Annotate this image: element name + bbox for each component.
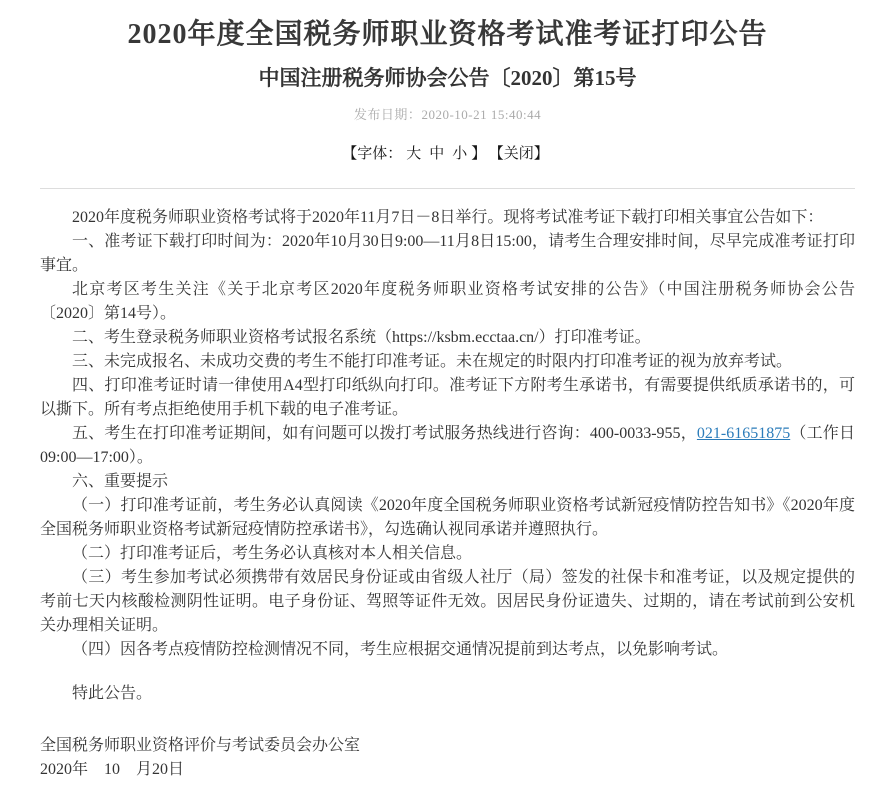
publish-date-label: 发布日期： xyxy=(353,107,422,122)
font-size-medium-button[interactable]: 中 xyxy=(429,146,445,162)
page-title: 2020年度全国税务师职业资格考试准考证打印公告 xyxy=(127,19,768,50)
paragraph-tip-2: （二）打印准考证后，考生务必认真核对本人相关信息。 xyxy=(72,545,473,562)
signature-date: 2020年 10 月20日 xyxy=(40,761,185,778)
announcement-body xyxy=(0,206,895,782)
paragraph-text-after: （工作日09:00—17:00）。 xyxy=(40,425,855,466)
paragraph-beijing-note: 北京考区考生关注《关于北京考区2020年度税务师职业资格考试安排的公告》（中国注册税务师协会公告〔2020〕第14号）。 xyxy=(40,281,855,322)
header-divider xyxy=(40,188,855,189)
paragraph-item-2: 二、考生登录税务师职业资格考试报名系统（https://ksbm.ecctaa.cn/）打印准考证。 xyxy=(72,329,651,346)
publish-date-value: 2020-10-21 15:40:44 xyxy=(421,107,542,122)
publish-date xyxy=(0,106,895,124)
paragraph-item-4: 四、打印准考证时请一律使用A4型打印纸纵向打印。准考证下方附考生承诺书，有需要提供纸质承诺书的，可以撕下。所有考点拒绝使用手机下载的电子准考证。 xyxy=(40,377,855,418)
paragraph-item-6-heading: 六、重要提示 xyxy=(72,473,169,490)
font-size-large-button[interactable]: 大 xyxy=(406,146,422,162)
font-controls-suffix: 】 xyxy=(471,146,487,162)
paragraph-tip-1: （一）打印准考证前，考生务必认真阅读《2020年度全国税务师职业资格考试新冠疫情防控告知书》《2020年度全国税务师职业资格考试新冠疫情防控承诺书》，勾选确认视同承诺并遵照执行。 xyxy=(40,497,855,538)
font-controls-prefix: 【字体： xyxy=(342,146,403,162)
paragraph-tip-3: （三）考生参加考试必须携带有效居民身份证或由省级人社厅（局）签发的社保卡和准考证，以及规定提供的考前七天内核酸检测阴性证明。电子身份证、驾照等证件无效。因居民身份证遗失、过期的，请在考试前到公安机关办理相关证明。 xyxy=(40,569,855,634)
announcement-number: 中国注册税务师协会公告〔2020〕第15号 xyxy=(258,66,637,90)
close-button[interactable]: 【关闭】 xyxy=(496,146,549,162)
paragraph-item-1: 一、准考证下载打印时间为：2020年10月30日9:00—11月8日15:00，请考生合理安排时间，尽早完成准考证打印事宜。 xyxy=(40,233,855,274)
paragraph-text-before: 五、考生在打印准考证期间，如有问题可以拨打考试服务热线进行咨询：400-0033-955， xyxy=(72,425,697,442)
paragraph-tip-4: （四）因各考点疫情防控检测情况不同，考生应根据交通情况提前到达考点，以免影响考试。 xyxy=(72,641,729,658)
closing-statement: 特此公告。 xyxy=(72,685,153,702)
font-size-small-button[interactable]: 小 xyxy=(452,146,468,162)
paragraph-item-5 xyxy=(40,422,855,470)
signature-office: 全国税务师职业资格评价与考试委员会办公室 xyxy=(40,737,361,754)
paragraph-intro: 2020年度税务师职业资格考试将于2020年11月7日－8日举行。现将考试准考证下载打印相关事宜公告如下： xyxy=(72,209,824,226)
font-size-controls xyxy=(0,144,895,164)
paragraph-item-3: 三、未完成报名、未成功交费的考生不能打印准考证。未在规定的时限内打印准考证的视为放弃考试。 xyxy=(72,353,793,370)
phone-link[interactable]: 021-61651875 xyxy=(696,425,791,442)
